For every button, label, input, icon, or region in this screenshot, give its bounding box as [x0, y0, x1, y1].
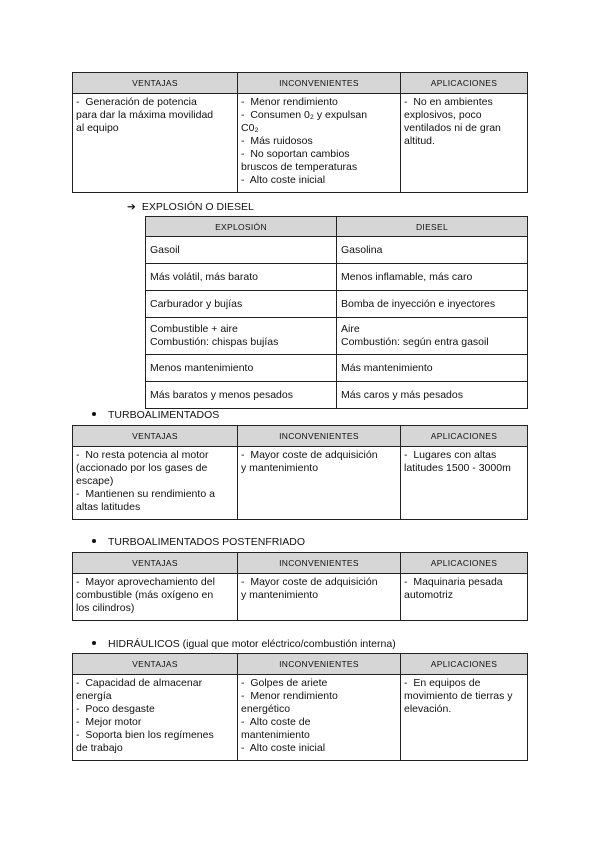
section-heading-hidraulicos [92, 638, 396, 650]
cell-line: - Mayor aprovechamiento del [76, 576, 215, 588]
table-row [146, 291, 528, 318]
section-heading-explosion-diesel [127, 201, 254, 213]
cell-line: - Lugares con altas [404, 449, 497, 461]
cell-line: - Alto coste inicial [241, 174, 326, 186]
header-explosion: EXPLOSIÓN [146, 217, 337, 237]
cell-ventajas [73, 94, 238, 193]
table-row [146, 318, 528, 355]
section-title: HIDRÁULICOS (igual que motor eléctrico/combustión interna) [108, 638, 396, 650]
cell-line: mantenimiento [241, 729, 310, 741]
table-row [73, 574, 528, 621]
table-turbo [72, 425, 528, 520]
cell-line: - Mejor motor [76, 716, 142, 728]
cell-line: - No soportan cambios [241, 148, 350, 160]
cell-line: para dar la máxima movilidad [76, 109, 214, 121]
cell-line: - Mayor coste de adquisición [241, 576, 378, 588]
cell-line: elevación. [404, 703, 452, 715]
cell-diesel: Más mantenimiento [337, 355, 528, 382]
cell-line: energía [76, 690, 112, 702]
cell-line: combustible (más oxígeno en [76, 589, 214, 601]
header-aplicaciones: APLICACIONES [401, 73, 528, 94]
cell-line: explosivos, poco [404, 109, 482, 121]
cell-line: - Mayor coste de adquisición [241, 449, 378, 461]
cell-ventajas [73, 574, 238, 621]
bullet-icon [92, 641, 96, 645]
table-row [73, 447, 528, 520]
cell-line: altas latitudes [76, 501, 141, 513]
table-row [146, 237, 528, 264]
table-header-row [73, 654, 528, 675]
cell-line: Combustión: según entra gasoil [341, 336, 489, 348]
cell-line: - Más ruidosos [241, 135, 313, 147]
cell-line: y mantenimiento [241, 462, 319, 474]
cell-inconvenientes [238, 447, 401, 520]
table-header-row [73, 553, 528, 574]
cell-line: - Capacidad de almacenar [76, 677, 203, 689]
cell-line: - Mantienen su rendimiento a [76, 488, 215, 500]
header-inconvenientes: INCONVENIENTES [238, 426, 401, 447]
cell-diesel: Bomba de inyección e inyectores [337, 291, 528, 318]
cell-line: ventilados ni de gran [404, 122, 501, 134]
table-turbo-post [72, 552, 528, 621]
cell-line: (accionado por los gases de [76, 462, 208, 474]
cell-diesel: Gasolina [337, 237, 528, 264]
cell-inconvenientes [238, 574, 401, 621]
header-diesel: DIESEL [337, 217, 528, 237]
header-inconvenientes: INCONVENIENTES [238, 73, 401, 94]
cell-explosion: Gasoil [146, 237, 337, 264]
cell-diesel: Más caros y más pesados [337, 382, 528, 409]
cell-line: altitud. [404, 135, 435, 147]
cell-line: movimiento de tierras y [404, 690, 513, 702]
cell-aplicaciones [401, 675, 528, 761]
cell-diesel [337, 318, 528, 355]
cell-line: latitudes 1500 - 3000m [404, 462, 511, 474]
cell-explosion: Más baratos y menos pesados [146, 382, 337, 409]
cell-line: escape) [76, 475, 114, 487]
cell-line: - Alto coste de [241, 716, 311, 728]
table-row [146, 382, 528, 409]
cell-line: energético [241, 703, 291, 715]
header-ventajas: VENTAJAS [73, 73, 238, 94]
section-heading-turbo [92, 409, 219, 421]
cell-ventajas [73, 675, 238, 761]
cell-line: - Poco desgaste [76, 703, 155, 715]
cell-line: Aire [341, 323, 360, 335]
cell-diesel: Menos inflamable, más caro [337, 264, 528, 291]
cell-line: los cilindros) [76, 602, 135, 614]
cell-line: de trabajo [76, 742, 123, 754]
cell-line: - Menor rendimiento [241, 690, 338, 702]
header-aplicaciones: APLICACIONES [401, 553, 528, 574]
cell-line: Combustible + aire [150, 323, 238, 335]
table-general [72, 72, 528, 193]
header-ventajas: VENTAJAS [73, 553, 238, 574]
table-header-row [73, 73, 528, 94]
cell-line: - Consumen 0₂ y expulsan [241, 109, 368, 121]
table-row [146, 355, 528, 382]
cell-line: - Golpes de ariete [241, 677, 328, 689]
cell-explosion: Más volátil, más barato [146, 264, 337, 291]
table-row [146, 264, 528, 291]
table-row [73, 675, 528, 761]
header-inconvenientes: INCONVENIENTES [238, 654, 401, 675]
cell-line: - Maquinaria pesada [404, 576, 503, 588]
cell-inconvenientes [238, 94, 401, 193]
cell-line: - No resta potencia al motor [76, 449, 209, 461]
header-ventajas: VENTAJAS [73, 654, 238, 675]
cell-aplicaciones [401, 94, 528, 193]
cell-explosion: Menos mantenimiento [146, 355, 337, 382]
table-header-row [146, 217, 528, 237]
cell-line: y mantenimiento [241, 589, 319, 601]
header-aplicaciones: APLICACIONES [401, 654, 528, 675]
cell-line: C0₂ [241, 122, 259, 134]
header-aplicaciones: APLICACIONES [401, 426, 528, 447]
cell-line: al equipo [76, 122, 119, 134]
header-ventajas: VENTAJAS [73, 426, 238, 447]
cell-explosion: Carburador y bujías [146, 291, 337, 318]
arrow-right-icon: ➔ [127, 201, 136, 213]
section-heading-turbo-post [92, 536, 305, 548]
bullet-icon [92, 539, 96, 543]
cell-aplicaciones [401, 447, 528, 520]
section-title: TURBOALIMENTADOS POSTENFRIADO [108, 536, 305, 548]
section-title: TURBOALIMENTADOS [108, 409, 220, 421]
cell-ventajas [73, 447, 238, 520]
cell-line: bruscos de temperaturas [241, 161, 358, 173]
cell-inconvenientes [238, 675, 401, 761]
cell-line: - No en ambientes [404, 96, 493, 108]
section-title: EXPLOSIÓN O DIESEL [141, 201, 254, 213]
cell-line: - Generación de potencia [76, 96, 197, 108]
cell-line: - Menor rendimiento [241, 96, 338, 108]
table-hidraulicos [72, 653, 528, 761]
header-inconvenientes: INCONVENIENTES [238, 553, 401, 574]
cell-line: - Soporta bien los regímenes [76, 729, 214, 741]
cell-line: automotriz [404, 589, 454, 601]
table-explosion-diesel [145, 216, 528, 409]
cell-explosion [146, 318, 337, 355]
cell-line: Combustión: chispas bujías [150, 336, 279, 348]
cell-line: - En equipos de [404, 677, 481, 689]
table-header-row [73, 426, 528, 447]
bullet-icon [92, 412, 96, 416]
cell-aplicaciones [401, 574, 528, 621]
table-row [73, 94, 528, 193]
cell-line: - Alto coste inicial [241, 742, 326, 754]
